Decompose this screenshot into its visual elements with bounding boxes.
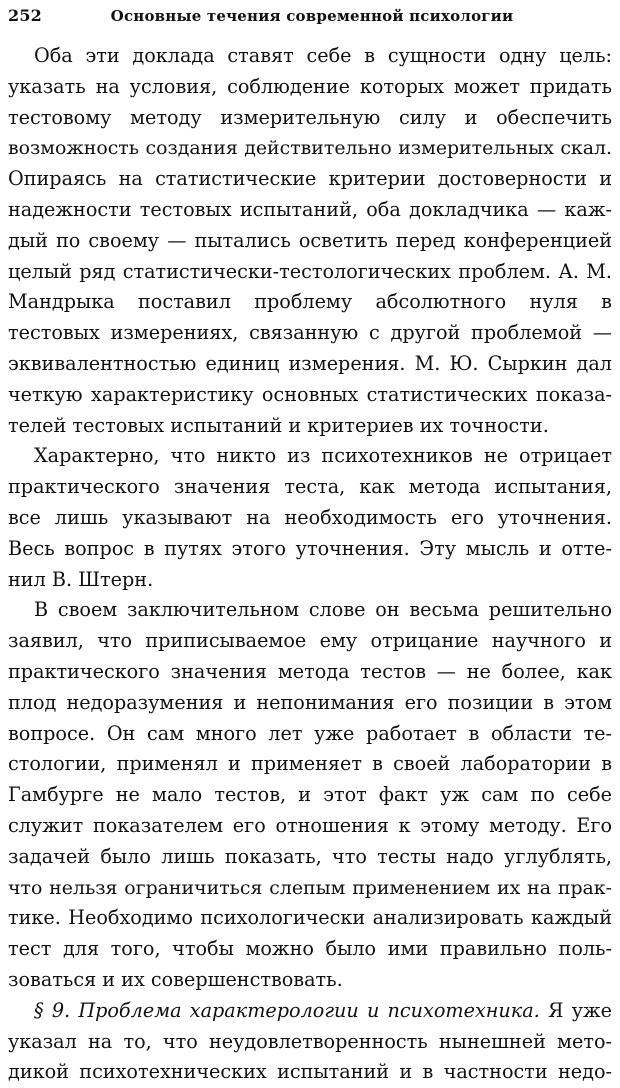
text-line: [8, 688, 612, 719]
text-line: [8, 472, 612, 503]
line-text: тестовому методу измерительную силу и обеспечить: [8, 105, 612, 129]
line-text: указать на условия, соблюдение которых может придать: [8, 74, 612, 98]
text-line: [8, 380, 612, 411]
text-line: [8, 1057, 612, 1088]
line-text: нил В. Штерн.: [8, 567, 154, 591]
line-text: плод недоразумения и непонимания его позиции в этом: [8, 690, 612, 714]
line-text: возможность создания действительно измерительных скал.: [8, 137, 612, 160]
text-line: [8, 565, 612, 596]
text-line: [8, 534, 612, 565]
text-line: [8, 595, 612, 626]
line-text: задачей было лишь показать, что тесты надо углублять,: [8, 844, 612, 868]
line-text: практического значения метода тестов — не более, как: [8, 659, 612, 683]
text-line: [8, 411, 612, 442]
body-text: [8, 41, 612, 1088]
text-line: [8, 503, 612, 534]
line-text: Опираясь на статистические критерии достоверности и: [8, 167, 612, 191]
line-text: стологии, применял и применяет в своей лаборатории в: [8, 752, 612, 776]
line-text: все лишь указывают на необходимость его уточнения.: [8, 505, 612, 529]
line-text: телей тестовых испытаний и критериев их точности.: [8, 413, 549, 437]
page-number: 252: [8, 6, 42, 25]
line-text: Весь вопрос в путях этого уточнения. Эту мысль и отте-: [8, 536, 612, 560]
line-text: четкую характеристику основных статистических показа-: [8, 382, 612, 406]
text-line: [8, 903, 612, 934]
line-text: тест для того, чтобы можно было ими правильно поль-: [8, 937, 612, 961]
text-line: [8, 287, 612, 318]
text-line: [8, 41, 612, 72]
line-text: Характерно, что никто из психотехников не отрицает: [34, 444, 612, 468]
line-text: служит показателем его отношения к этому методу. Его: [8, 813, 612, 837]
text-line: [8, 873, 612, 904]
line-text: указал на то, что неудовлетворенность нынешней мето-: [8, 1029, 612, 1053]
text-line: [8, 749, 612, 780]
text-line: [8, 657, 612, 688]
line-text: зоваться и их совершенствовать.: [8, 967, 343, 991]
running-title: Основные течения современной психологии: [110, 7, 514, 25]
section-title: § 9. Проблема характерологии и психотехника.: [34, 998, 540, 1022]
text-line: [8, 842, 612, 873]
text-line: [8, 318, 612, 349]
line-text: надежности тестовых испытаний, оба докладчика — каж-: [8, 197, 612, 221]
line-text: что нельзя ограничиться слепым применением их на прак-: [8, 876, 612, 899]
line-text: вопросе. Он сам много лет уже работает в области те-: [8, 721, 612, 745]
text-line: [8, 133, 612, 164]
line-text: В своем заключительном слове он весьма решительно: [34, 598, 612, 622]
text-line: [8, 164, 612, 195]
line-text: Мандрыка поставил проблему абсолютного нуля в: [8, 290, 612, 314]
text-line: [8, 996, 612, 1027]
text-line: [8, 441, 612, 472]
text-line: [8, 349, 612, 380]
text-line: [8, 934, 612, 965]
line-text: эквивалентностью единиц измерения. М. Ю. Сыркин дал: [8, 351, 612, 375]
text-line: [8, 719, 612, 750]
line-text: практического значения теста, как метода испытания,: [8, 475, 612, 499]
line-text: тике. Необходимо психологически анализировать каждый: [8, 906, 612, 930]
text-line: [8, 257, 612, 288]
page-header: [8, 6, 612, 34]
line-text: дый по своему — пытались осветить перед конференцией: [8, 228, 612, 252]
line-text: целый ряд статистически-тестологических проблем. А. М.: [8, 259, 612, 283]
text-line: [8, 195, 612, 226]
line-text: дикой психотехнических испытаний и в частности недо-: [8, 1060, 612, 1084]
text-line: [8, 103, 612, 134]
text-line: [8, 626, 612, 657]
text-line: [8, 965, 612, 996]
line-text: Оба эти доклада ставят себе в сущности одну цель:: [34, 44, 612, 67]
text-line: [8, 811, 612, 842]
line-text: Я уже: [539, 998, 612, 1022]
text-line: [8, 226, 612, 257]
text-line: [8, 1027, 612, 1058]
line-text: заявил, что приписываемое ему отрицание научного и: [8, 629, 612, 653]
text-line: [8, 780, 612, 811]
line-text: Гамбурге не мало тестов, и этот факт уж сам по себе: [8, 783, 612, 807]
text-line: [8, 72, 612, 103]
line-text: тестовых измерениях, связанную с другой проблемой —: [8, 321, 612, 345]
